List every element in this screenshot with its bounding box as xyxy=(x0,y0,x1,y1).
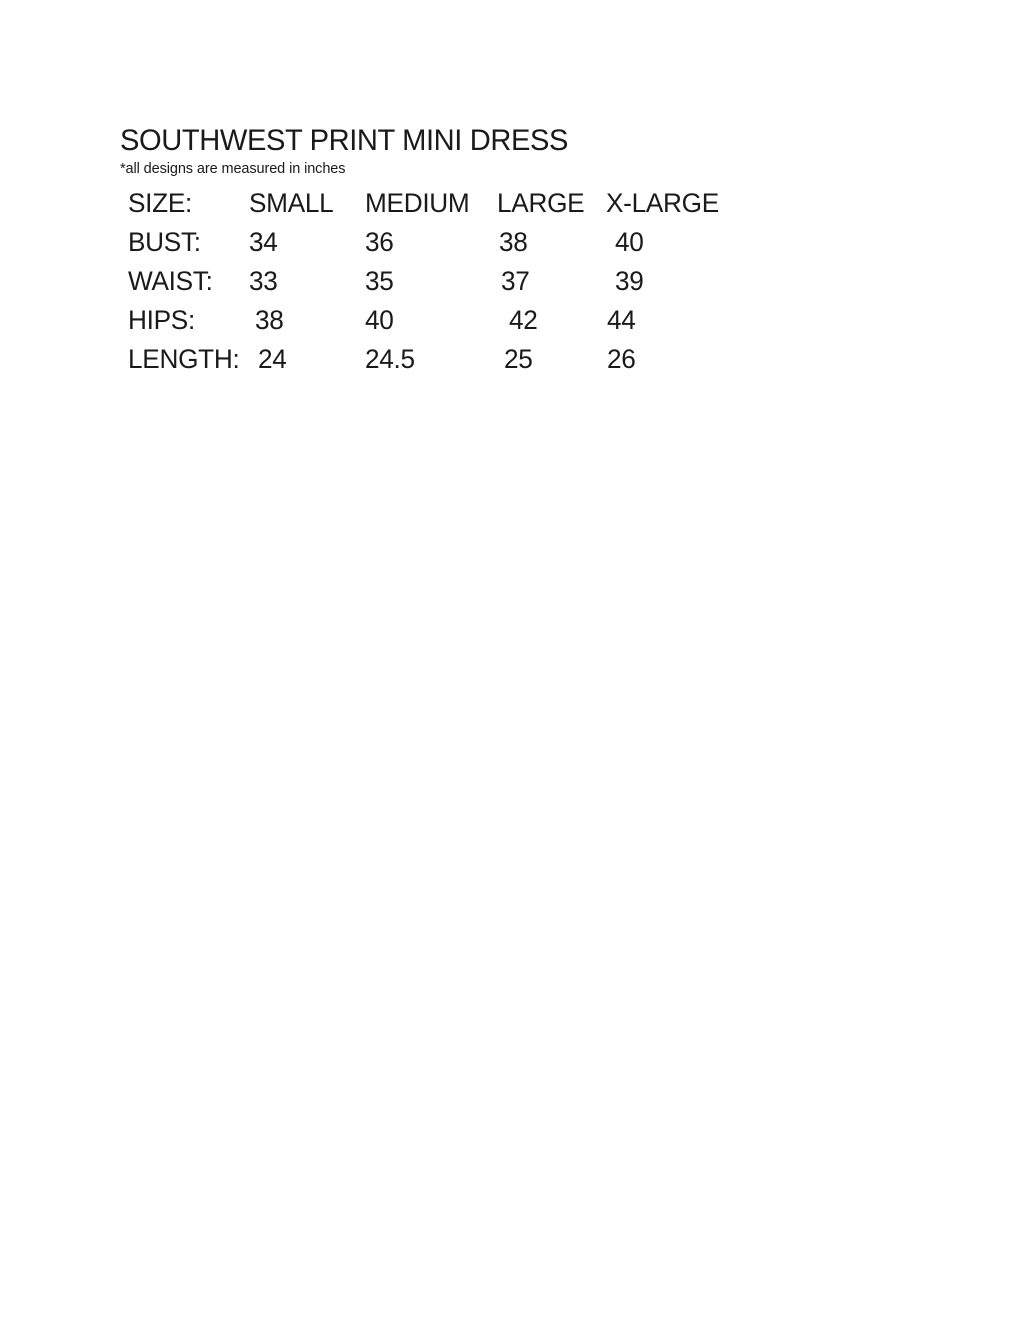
length-medium: 24.5 xyxy=(365,344,415,374)
row-label-length: LENGTH: xyxy=(128,344,240,374)
hips-x-large: 44 xyxy=(607,305,636,335)
waist-medium: 35 xyxy=(365,266,394,296)
hips-medium: 40 xyxy=(365,305,394,335)
table-header-row xyxy=(128,184,722,223)
row-label-bust: BUST: xyxy=(128,227,201,257)
hips-small: 38 xyxy=(255,305,284,335)
table-row-bust xyxy=(128,223,722,262)
bust-x-large: 40 xyxy=(615,227,644,257)
length-large: 25 xyxy=(504,344,533,374)
column-header-large: LARGE xyxy=(497,188,585,218)
measurement-note: *all designs are measured in inches xyxy=(120,161,346,177)
column-header-medium: MEDIUM xyxy=(365,188,470,218)
waist-large: 37 xyxy=(501,266,530,296)
page-title: SOUTHWEST PRINT MINI DRESS xyxy=(120,124,569,157)
column-header-x-large: X-LARGE xyxy=(606,188,719,218)
bust-medium: 36 xyxy=(365,227,394,257)
table-row-hips xyxy=(128,301,722,340)
waist-small: 33 xyxy=(249,266,278,296)
size-header-label: SIZE: xyxy=(128,188,193,218)
hips-large: 42 xyxy=(509,305,538,335)
table-row-length xyxy=(128,340,722,379)
row-label-waist: WAIST: xyxy=(128,266,213,296)
bust-large: 38 xyxy=(499,227,528,257)
row-label-hips: HIPS: xyxy=(128,305,195,335)
size-chart-table xyxy=(128,184,722,379)
waist-x-large: 39 xyxy=(615,266,644,296)
table-row-waist xyxy=(128,262,722,301)
column-header-small: SMALL xyxy=(249,188,334,218)
length-small: 24 xyxy=(258,344,287,374)
length-x-large: 26 xyxy=(607,344,636,374)
bust-small: 34 xyxy=(249,227,278,257)
